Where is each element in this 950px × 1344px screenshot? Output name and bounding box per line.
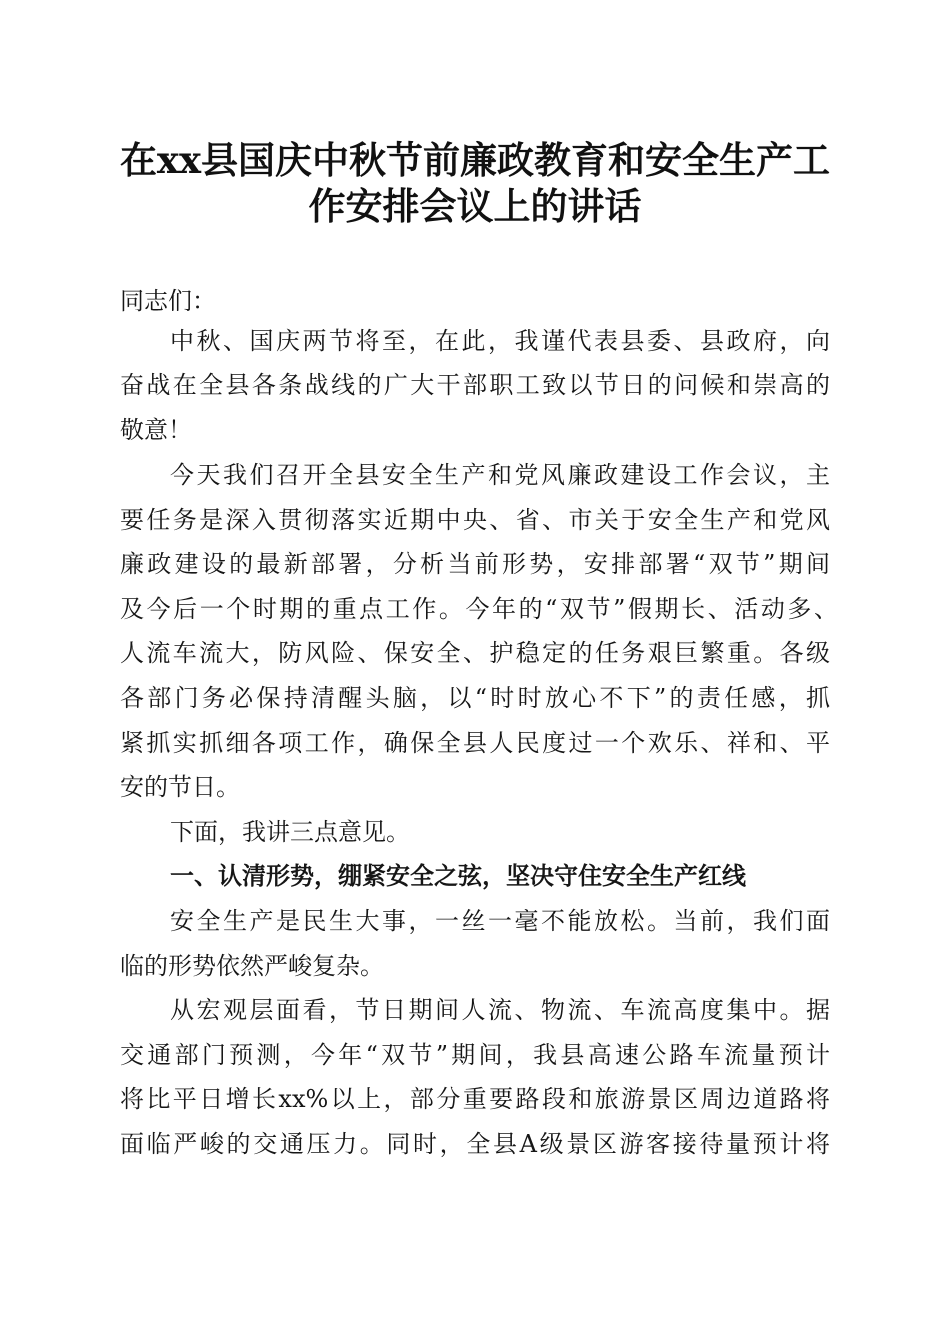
text-line: 奋战在全县各条战线的广大干部职工致以节日的问候和崇高的 — [120, 371, 830, 399]
text-line: 紧抓实抓细各项工作，确保全县人民度过一个欢乐、祥和、平 — [120, 729, 830, 757]
text-line: 安的节日。 — [120, 773, 240, 801]
text-line: 要任务是深入贯彻落实近期中央、省、市关于安全生产和党风 — [120, 506, 830, 534]
text-line: 临的形势依然严峻复杂。 — [120, 952, 384, 980]
text-line: 中秋、国庆两节将至，在此，我谨代表县委、县政府，向 — [170, 327, 830, 355]
text-line: 今天我们召开全县安全生产和党风廉政建设工作会议，主 — [170, 461, 830, 489]
section-heading: 一、认清形势，绷紧安全之弦，坚决守住安全生产红线 — [170, 862, 746, 890]
salutation: 同志们： — [120, 287, 216, 315]
text-line: 下面，我讲三点意见。 — [170, 818, 410, 846]
text-line: 从宏观层面看，节日期间人流、物流、车流高度集中。据 — [170, 996, 830, 1024]
document-title-line-2: 作安排会议上的讲话 — [308, 184, 642, 228]
text-line: 敬意！ — [120, 416, 192, 444]
text-line: 交通部门预测，今年“双节”期间，我县高速公路车流量预计 — [120, 1041, 830, 1069]
text-line: 安全生产是民生大事，一丝一毫不能放松。当前，我们面 — [170, 907, 830, 935]
text-line: 及今后一个时期的重点工作。今年的“双节”假期长、活动多、 — [120, 595, 838, 623]
text-line: 将比平日增长xx%以上，部分重要路段和旅游景区周边道路将 — [120, 1085, 830, 1113]
document-title-line-1: 在xx县国庆中秋节前廉政教育和安全生产工 — [119, 138, 831, 182]
text-line: 廉政建设的最新部署，分析当前形势，安排部署“双节”期间 — [120, 550, 830, 578]
text-line: 人流车流大，防风险、保安全、护稳定的任务艰巨繁重。各级 — [120, 639, 830, 667]
text-line: 各部门务必保持清醒头脑，以“时时放心不下”的责任感，抓 — [120, 684, 830, 712]
text-line: 面临严峻的交通压力。同时，全县A级景区游客接待量预计将 — [120, 1130, 830, 1158]
